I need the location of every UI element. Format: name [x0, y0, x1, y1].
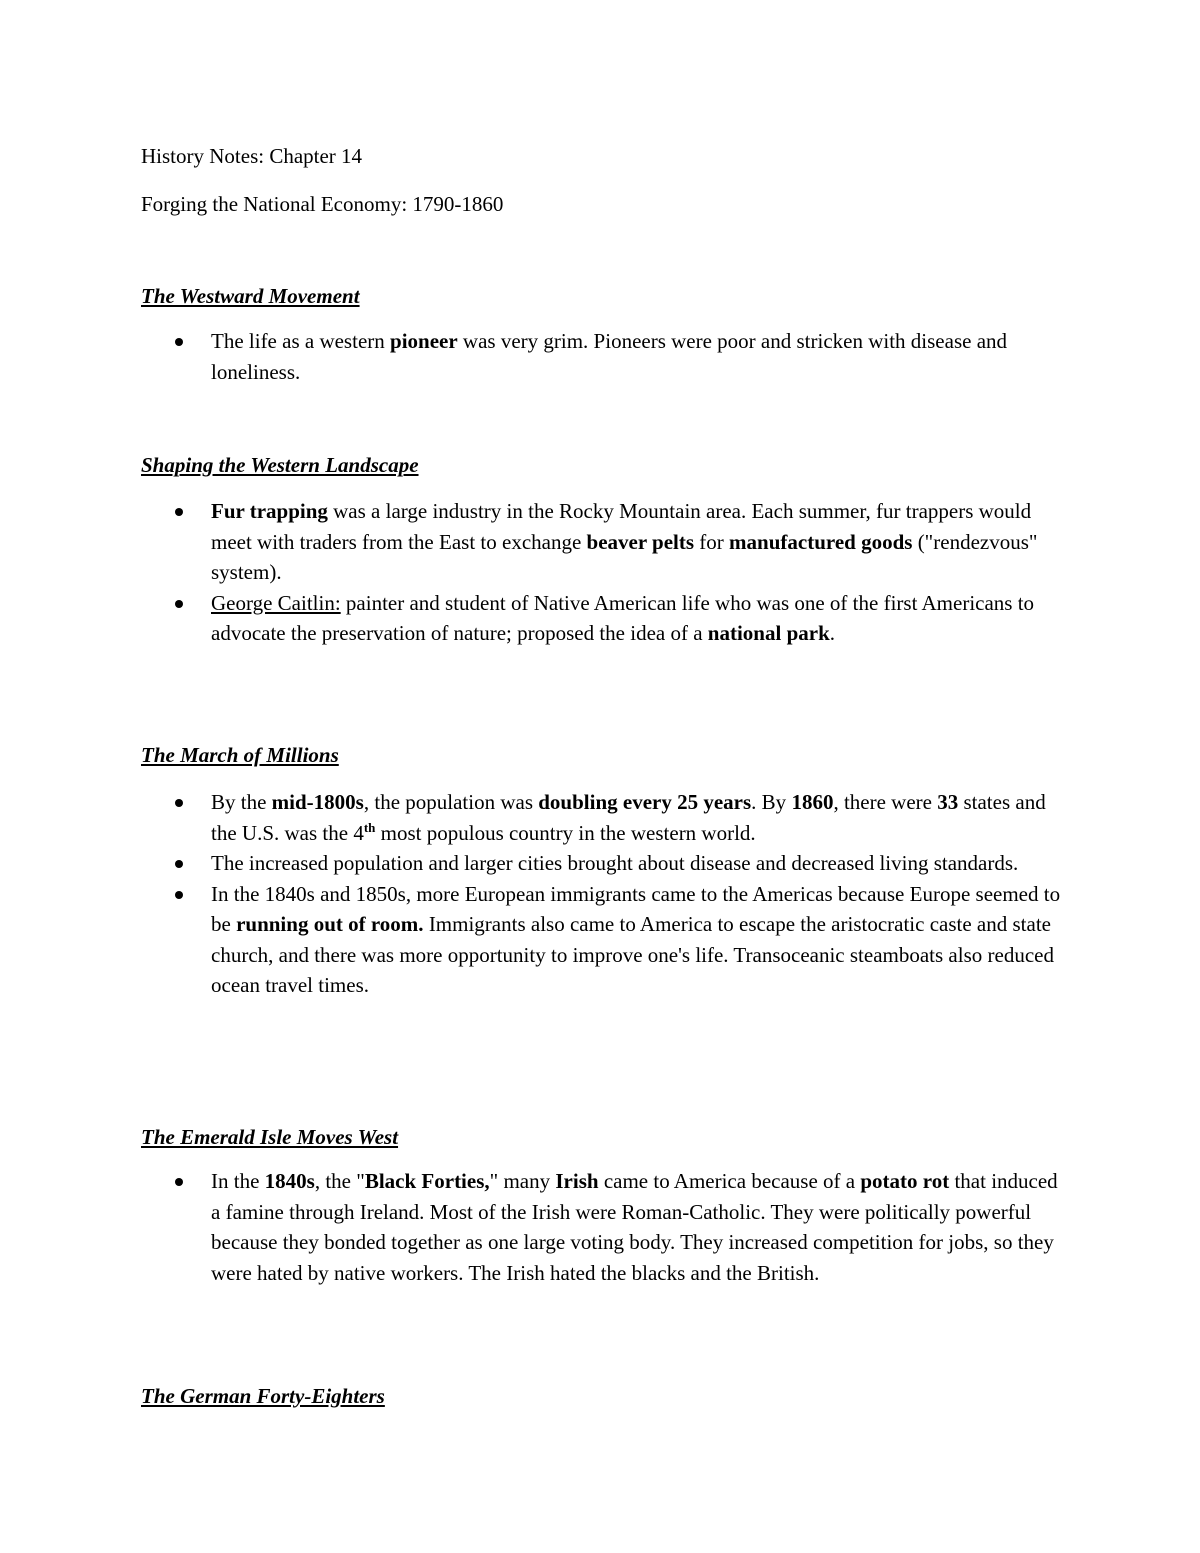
bullet-icon — [175, 508, 183, 516]
body-text: was a large industry in the Rocky Mountain area. Each summer, fur trappers would meet with traders from the East to exchange — [211, 499, 1032, 554]
bold-term: national park — [707, 621, 830, 645]
bold-term: 33 — [937, 790, 959, 814]
list-item — [141, 588, 1071, 649]
bold-term: Fur trapping — [211, 499, 328, 523]
bullet-icon — [175, 600, 183, 608]
bold-term: 1840s — [264, 1169, 315, 1193]
body-text: . By — [751, 790, 792, 814]
bold-term: 1860 — [791, 790, 834, 814]
bold-term: doubling every 25 years — [538, 790, 752, 814]
body-text: In the 1840s and 1850s, more European immigrants came to the Americas because Europe seemed to be — [211, 881, 1061, 936]
list-item — [141, 848, 1071, 879]
bullet-list — [141, 496, 1071, 649]
bullet-list — [141, 326, 1071, 387]
body-text: came to America because of a — [598, 1169, 861, 1193]
body-text: By the — [211, 790, 272, 814]
body-text: painter and student of Native American life who was one of the first Americans to advocate the preservation of nature; proposed the idea of a — [211, 590, 1035, 645]
superscript-text: th — [363, 819, 376, 835]
bullet-icon — [175, 860, 183, 868]
bold-term: running out of room. — [236, 912, 424, 936]
section-heading: The Emerald Isle Moves West — [141, 1125, 399, 1149]
bold-term: manufactured goods — [729, 529, 913, 554]
body-text: ("rendezvous" system). — [211, 529, 1038, 584]
bullet-list — [141, 787, 1071, 1001]
body-text: was very grim. Pioneers were poor and stricken with disease and loneliness. — [211, 329, 1008, 384]
body-text: The life as a western — [211, 329, 391, 353]
body-text: " many — [489, 1169, 556, 1193]
section-heading: The German Forty-Eighters — [141, 1384, 385, 1408]
body-text: that induced a famine through Ireland. Most of the Irish were Roman-Catholic. They were politically powerful because they bonded together as one large voting body. They increased competition for jobs, so they were hated by native workers. The Irish hated the blacks and the British. — [211, 1169, 1058, 1285]
section-heading: The Westward Movement — [141, 284, 360, 308]
body-text: Immigrants also came to America to escape the aristocratic caste and state church, and there was more opportunity to improve one's life. Transoceanic steamboats also reduced ocean travel times. — [211, 912, 1054, 997]
section-heading: The March of Millions — [141, 743, 339, 767]
section-heading: Shaping the Western Landscape — [141, 453, 419, 477]
bold-term: potato rot — [860, 1169, 950, 1193]
body-text: for — [694, 529, 730, 554]
body-text: most populous country in the western world. — [375, 820, 756, 845]
bold-term: Black Forties, — [364, 1169, 490, 1193]
bullet-icon — [175, 891, 183, 899]
document-title: History Notes: Chapter 14 — [141, 144, 363, 168]
body-text: , the population was — [363, 790, 539, 814]
body-text: , there were — [833, 790, 938, 814]
list-item — [141, 496, 1071, 588]
body-text: In the — [211, 1169, 265, 1193]
body-text: states and the U.S. was the 4 — [211, 790, 1046, 845]
bold-term: beaver pelts — [586, 529, 695, 554]
bullet-icon — [175, 799, 183, 807]
bullet-list — [141, 1166, 1071, 1288]
bold-term: pioneer — [390, 329, 458, 353]
bullet-icon — [175, 338, 183, 346]
list-item — [141, 787, 1071, 848]
list-item — [141, 879, 1071, 1001]
list-item — [141, 326, 1071, 387]
bold-term: mid-1800s — [271, 790, 364, 814]
bold-term: Irish — [555, 1169, 599, 1193]
body-text: The increased population and larger cities brought about disease and decreased living standards. — [211, 851, 1019, 875]
body-text: , the " — [314, 1169, 365, 1193]
bullet-icon — [175, 1178, 183, 1186]
document-subtitle: Forging the National Economy: 1790-1860 — [141, 192, 504, 216]
body-text: . — [829, 621, 835, 645]
underlined-term: George Caitlin: — [211, 590, 341, 615]
list-item — [141, 1166, 1071, 1288]
